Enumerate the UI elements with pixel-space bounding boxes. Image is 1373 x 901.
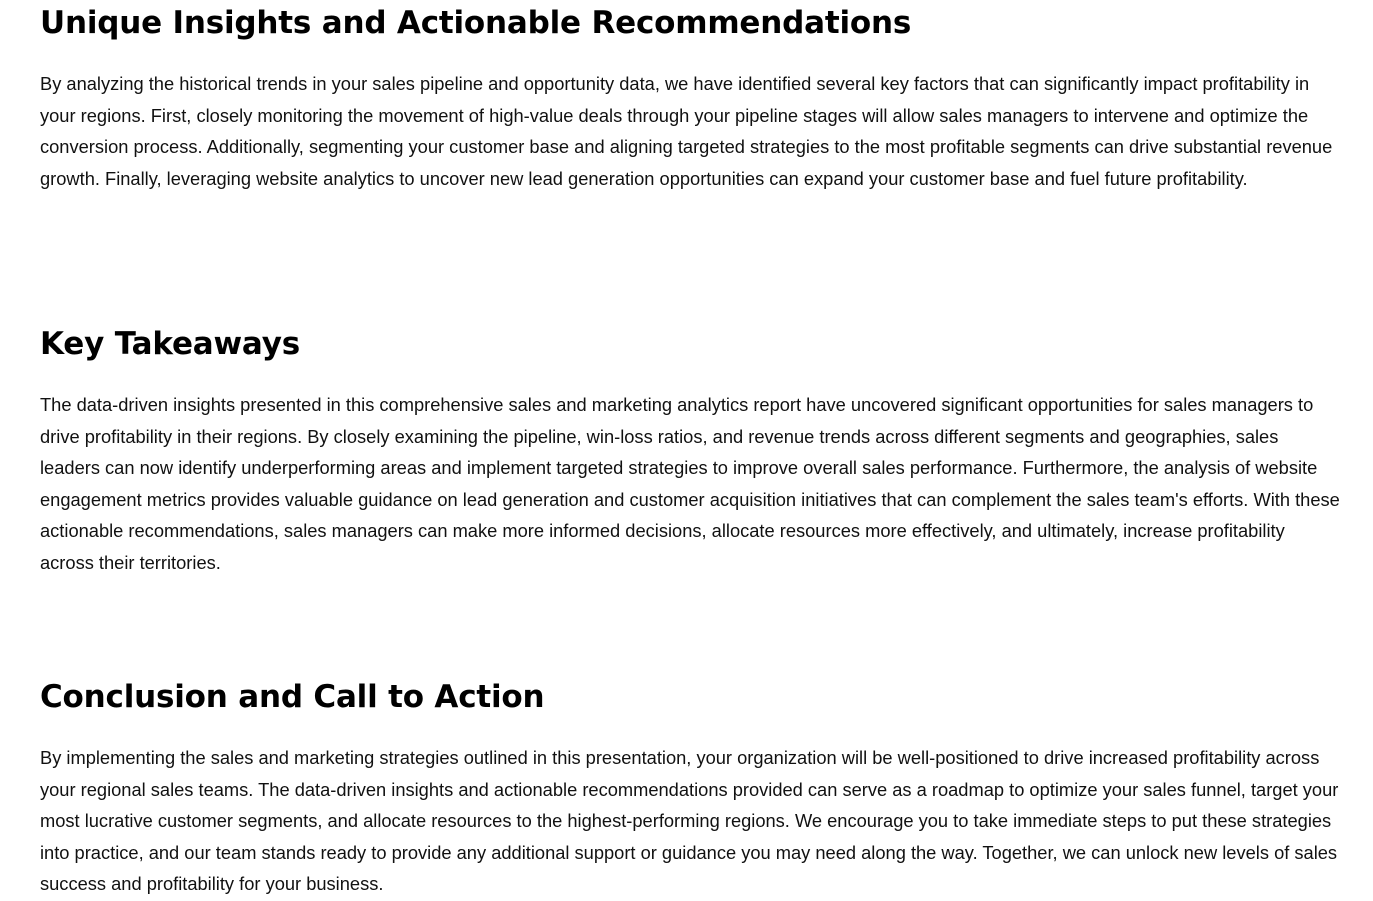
section-conclusion [40,674,1340,900]
section-unique-insights [40,0,1340,194]
section-key-takeaways [40,321,1340,579]
section-heading: Conclusion and Call to Action [40,679,545,715]
section-heading: Unique Insights and Actionable Recommendations [40,5,912,41]
section-paragraph: By implementing the sales and marketing strategies outlined in this presentation, your organization will be well-positioned to drive increased profitability across your regional sales teams. The data-driven insights and actionable recommendations provided can serve as a roadmap to optimize your sales funnel, target your most lucrative customer segments, and allocate resources to the highest-performing regions. We encourage you to take immediate steps to put these strategies into practice, and our team stands ready to provide any additional support or guidance you may need along the way. Together, we can unlock new levels of sales success and profitability for your business. [40,747,1339,895]
section-heading: Key Takeaways [40,326,300,362]
section-paragraph: By analyzing the historical trends in your sales pipeline and opportunity data, we have identified several key factors that can significantly impact profitability in your regions. First, closely monitoring the movement of high-value deals through your pipeline stages will allow sales managers to intervene and optimize the conversion process. Additionally, segmenting your customer base and aligning targeted strategies to the most profitable segments can drive substantial revenue growth. Finally, leveraging website analytics to uncover new lead generation opportunities can expand your customer base and fuel future profitability. [40,73,1333,189]
section-paragraph: The data-driven insights presented in this comprehensive sales and marketing analytics report have uncovered significant opportunities for sales managers to drive profitability in their regions. By closely examining the pipeline, win-loss ratios, and revenue trends across different segments and geographies, sales leaders can now identify underperforming areas and implement targeted strategies to improve overall sales performance. Furthermore, the analysis of website engagement metrics provides valuable guidance on lead generation and customer acquisition initiatives that can complement the sales team's efforts. With these actionable recommendations, sales managers can make more informed decisions, allocate resources more effectively, and ultimately, increase profitability across their territories. [40,394,1340,573]
